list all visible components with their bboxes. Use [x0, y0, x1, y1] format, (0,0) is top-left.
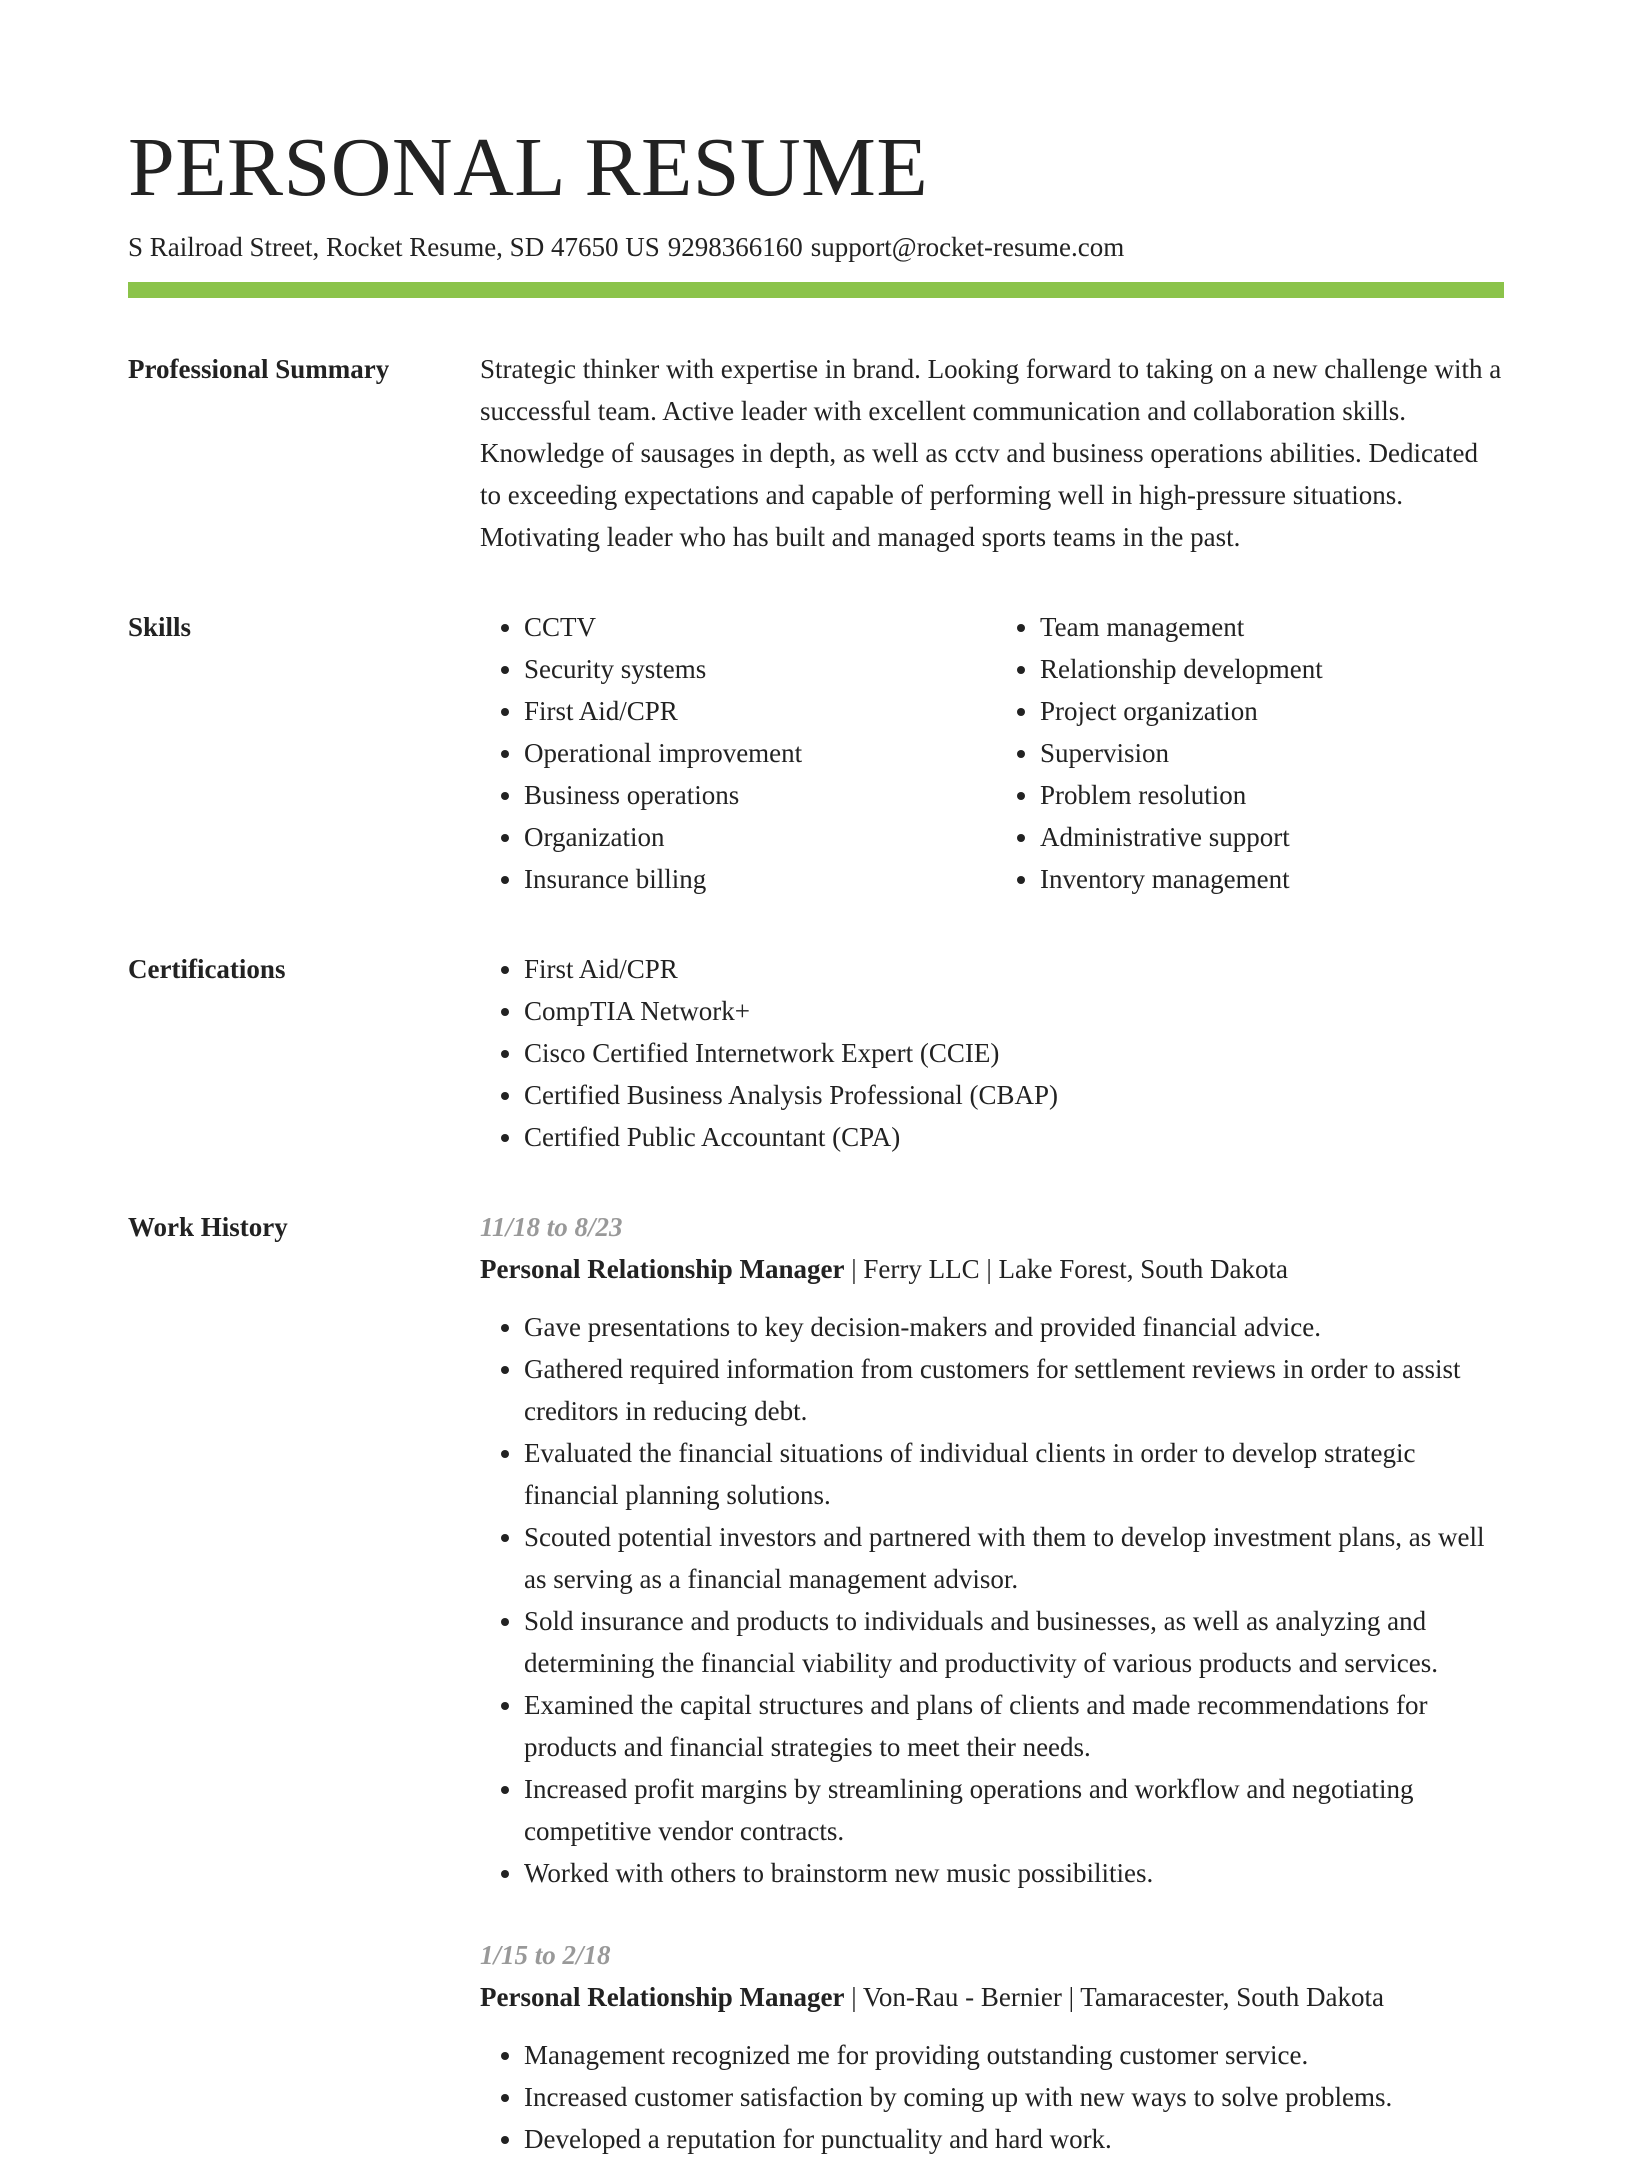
certification-item: • Certified Public Accountant (CPA): [524, 1116, 1504, 1158]
skill-item: • Supervision: [1040, 732, 1504, 774]
job-bullet: • Increased customer satisfaction by coming up with new ways to solve problems.: [524, 2076, 1504, 2118]
certifications-list: [480, 948, 1504, 1158]
job-title: Personal Relationship Manager: [480, 1982, 845, 2012]
job-bullet: • Scouted potential investors and partnered with them to develop investment plans, as well as serving as a financial management advisor.: [524, 1516, 1504, 1600]
section-heading: Skills: [128, 612, 192, 642]
job-bullet: • Developed a reputation for punctuality and hard work.: [524, 2118, 1504, 2160]
job-title: Personal Relationship Manager: [480, 1254, 845, 1284]
job-bullet: • Evaluated the financial situations of individual clients in order to develop strategic financial planning solutions.: [524, 1432, 1504, 1516]
skill-item: • Team management: [1040, 606, 1504, 648]
section-heading: Work History: [128, 1212, 288, 1242]
job-details: | Von-Rau - Bernier | Tamaracester, South Dakota: [851, 1982, 1384, 2012]
summary-section: [128, 348, 1504, 558]
section-heading: Professional Summary: [128, 354, 390, 384]
job-bullets: [480, 1306, 1504, 1894]
skill-item: • Business operations: [524, 774, 988, 816]
skill-item: • Inventory management: [1040, 858, 1504, 900]
skills-list-left: [480, 606, 988, 900]
skill-item: • Administrative support: [1040, 816, 1504, 858]
accent-divider: [128, 282, 1504, 298]
skill-item: • Insurance billing: [524, 858, 988, 900]
certification-item: • CompTIA Network+: [524, 990, 1504, 1032]
contact-phone: 9298366160: [667, 232, 803, 262]
job-bullets: [480, 2034, 1504, 2160]
certification-item: • First Aid/CPR: [524, 948, 1504, 990]
skills-content: [480, 606, 1504, 900]
job-bullet: • Gave presentations to key decision-makers and provided financial advice.: [524, 1306, 1504, 1348]
contact-line: [128, 230, 1504, 264]
skill-item: • Security systems: [524, 648, 988, 690]
job-title-line: [480, 1976, 1504, 2018]
job-bullet: • Sold insurance and products to individuals and businesses, as well as analyzing and determining the financial viability and productivity of various products and services.: [524, 1600, 1504, 1684]
section-heading: Certifications: [128, 954, 286, 984]
resume-title: PERSONAL RESUME: [128, 121, 929, 214]
skills-list-right: [988, 606, 1504, 900]
summary-content: [480, 348, 1504, 558]
skill-item: • First Aid/CPR: [524, 690, 988, 732]
job-bullet: • Worked with others to brainstorm new music possibilities.: [524, 1852, 1504, 1894]
job-title-line: [480, 1248, 1504, 1290]
job-bullet: • Management recognized me for providing outstanding customer service.: [524, 2034, 1504, 2076]
job-entry: [480, 1934, 1504, 2160]
certification-item: • Cisco Certified Internetwork Expert (CCIE): [524, 1032, 1504, 1074]
job-details: | Ferry LLC | Lake Forest, South Dakota: [851, 1254, 1288, 1284]
job-bullet: • Increased profit margins by streamlining operations and workflow and negotiating competitive vendor contracts.: [524, 1768, 1504, 1852]
job-dates: 11/18 to 8/23: [480, 1212, 623, 1242]
skill-item: • Problem resolution: [1040, 774, 1504, 816]
job-entry: [480, 1206, 1504, 1894]
skills-section: [128, 606, 1504, 900]
work-history-content: [480, 1206, 1504, 2160]
resume-page: [128, 0, 1504, 2160]
skill-item: • Organization: [524, 816, 988, 858]
skill-item: • CCTV: [524, 606, 988, 648]
work-history-section: [128, 1206, 1504, 2160]
contact-address: S Railroad Street, Rocket Resume, SD 47650 US: [128, 232, 660, 262]
summary-text: Strategic thinker with expertise in brand. Looking forward to taking on a new challenge with a successful team. Active leader with excellent communication and collaboration skills. Knowledge of sausages in depth, as well as cctv and business operations abilities. Dedicated to exceeding expectations and capable of performing well in high-pressure situations. Motivating leader who has built and managed sports teams in the past.: [480, 354, 1502, 552]
skill-item: • Operational improvement: [524, 732, 988, 774]
contact-email: support@rocket-resume.com: [810, 232, 1125, 262]
skill-item: • Project organization: [1040, 690, 1504, 732]
certifications-section: [128, 948, 1504, 1158]
job-bullet: • Examined the capital structures and plans of clients and made recommendations for products and financial strategies to meet their needs.: [524, 1684, 1504, 1768]
certification-item: • Certified Business Analysis Professional (CBAP): [524, 1074, 1504, 1116]
job-bullet: • Gathered required information from customers for settlement reviews in order to assist creditors in reducing debt.: [524, 1348, 1504, 1432]
certifications-content: [480, 948, 1504, 1158]
skill-item: • Relationship development: [1040, 648, 1504, 690]
job-dates: 1/15 to 2/18: [480, 1940, 611, 1970]
